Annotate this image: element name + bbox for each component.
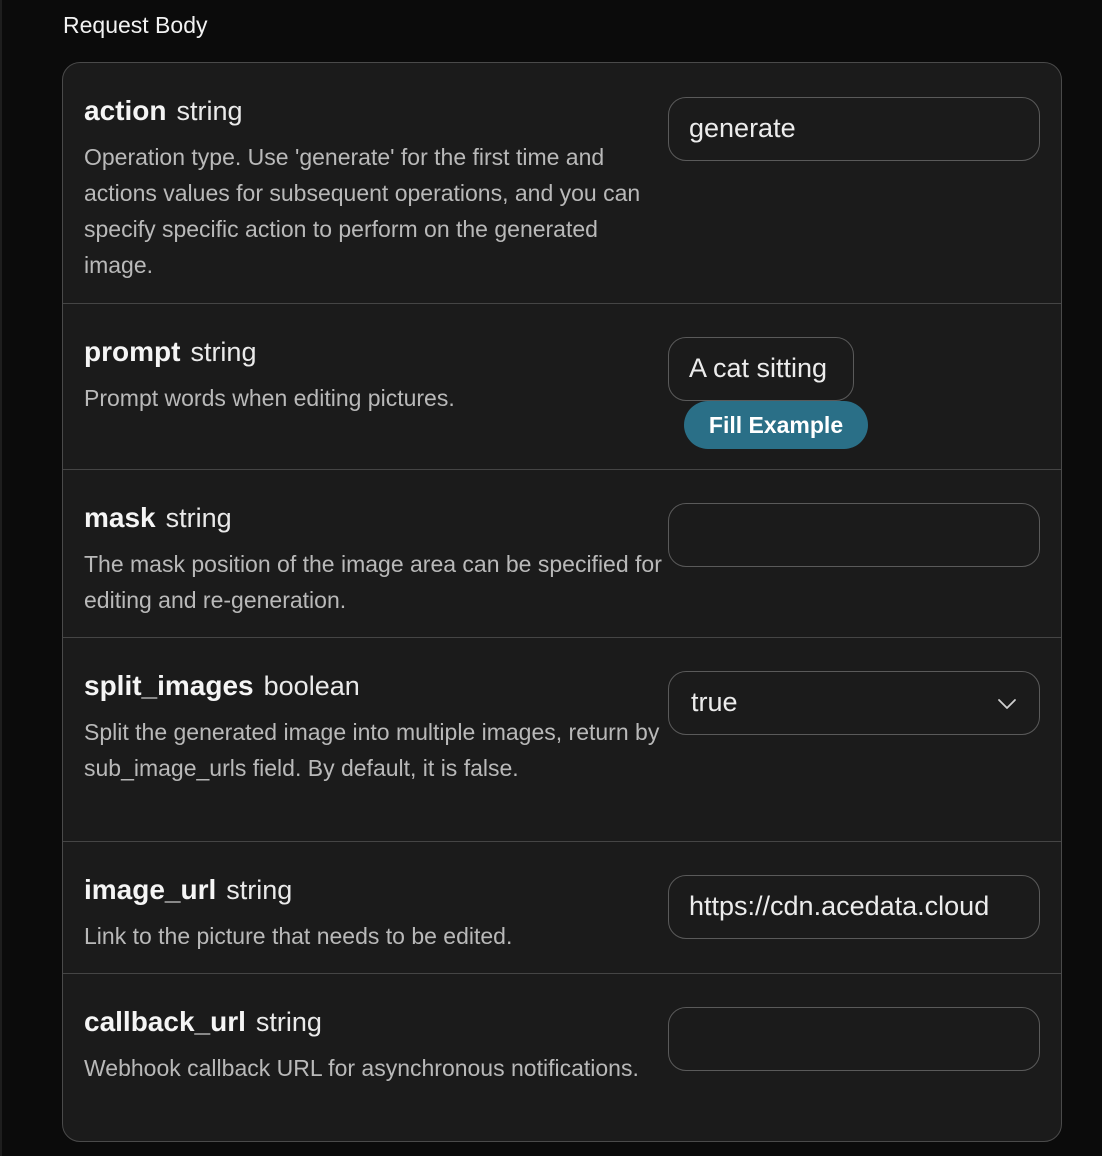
field-row-split-images (63, 638, 1061, 842)
field-header (84, 95, 243, 132)
field-type: boolean (263, 671, 360, 701)
callback-url-input[interactable] (668, 1007, 1040, 1071)
field-row-action (63, 63, 1061, 304)
fill-example-button[interactable]: Fill Example (684, 401, 868, 449)
image-url-input[interactable]: https://cdn.acedata.cloud (668, 875, 1040, 939)
field-name: image_url (84, 874, 217, 905)
field-header (84, 336, 256, 373)
field-type: string (190, 337, 257, 367)
field-description: Webhook callback URL for asynchronous notifications. (84, 1055, 639, 1081)
field-description: Prompt words when editing pictures. (84, 385, 455, 411)
select-value: true (691, 687, 738, 717)
field-type: string (226, 875, 293, 905)
field-type: string (255, 1007, 322, 1037)
field-row-prompt (63, 304, 1061, 470)
field-description: The mask position of the image area can be specified for editing and re-generation. (84, 551, 662, 613)
split-images-select[interactable] (668, 671, 1040, 735)
field-header (84, 874, 292, 911)
field-type: string (165, 503, 232, 533)
field-header (84, 502, 232, 539)
field-name: prompt (84, 336, 181, 367)
field-description: Split the generated image into multiple images, return by sub_image_urls field. By default, it is false. (84, 719, 660, 781)
field-name: mask (84, 502, 156, 533)
field-description: Link to the picture that needs to be edited. (84, 923, 513, 949)
field-type: string (176, 96, 243, 126)
parameters-card (62, 62, 1062, 1142)
field-name: callback_url (84, 1006, 246, 1037)
field-row-callback-url (63, 974, 1061, 1142)
mask-input[interactable] (668, 503, 1040, 567)
field-header (84, 1006, 322, 1043)
field-name: action (84, 95, 167, 126)
prompt-input[interactable]: A cat sitting (668, 337, 854, 401)
action-input[interactable]: generate (668, 97, 1040, 161)
chevron-down-icon (997, 694, 1017, 714)
field-header (84, 670, 360, 707)
field-row-mask (63, 470, 1061, 638)
section-title: Request Body (63, 12, 208, 38)
field-name: split_images (84, 670, 254, 701)
field-row-image-url (63, 842, 1061, 974)
field-description: Operation type. Use 'generate' for the first time and actions values for subsequent operations, and you can specify specific action to perform on the generated image. (84, 144, 641, 278)
